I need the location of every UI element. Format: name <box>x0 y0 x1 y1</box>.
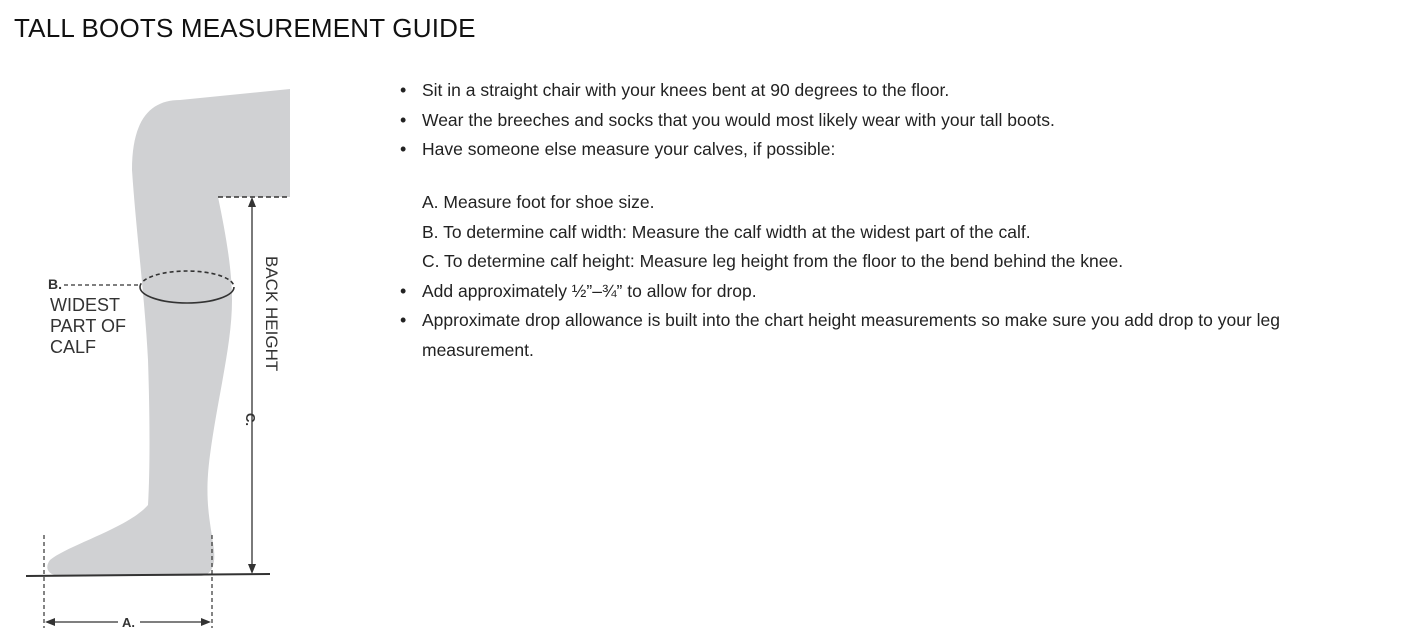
instructions <box>400 76 1390 365</box>
list-spacer <box>400 165 1390 189</box>
label-c: C. <box>243 413 258 426</box>
calf-label-line-1: WIDEST <box>50 295 120 315</box>
instruction-item: • Have someone else measure your calves, if possible: <box>400 135 1390 165</box>
step-item: C. To determine calf height: Measure leg height from the floor to the bend behind the knee. <box>422 251 1124 271</box>
back-height-label: BACK HEIGHT <box>262 256 281 372</box>
step-item: A. Measure foot for shoe size. <box>422 192 655 212</box>
label-a: A. <box>122 615 135 630</box>
instruction-item: • Add approximately ½”–¾” to allow for drop. <box>400 277 1390 307</box>
instruction-item: • Approximate drop allowance is built into the chart height measurements so make sure you add drop to your leg measurement. <box>400 306 1390 365</box>
calf-label-line-2: PART OF <box>50 316 127 336</box>
instruction-list <box>400 76 1390 365</box>
step-item: B. To determine calf width: Measure the calf width at the widest part of the calf. <box>422 221 1031 242</box>
instruction-item: • Sit in a straight chair with your knees bent at 90 degrees to the floor. <box>400 76 1390 106</box>
calf-label-line-3: CALF <box>50 337 97 357</box>
leg-measurement-diagram <box>0 60 320 637</box>
arrow-up-icon <box>248 197 256 207</box>
arrow-right-icon <box>201 618 211 626</box>
arrow-down-icon <box>248 564 256 574</box>
page-title: TALL BOOTS MEASUREMENT GUIDE <box>14 13 476 43</box>
label-b: B. <box>48 276 62 292</box>
instruction-item: • Wear the breeches and socks that you would most likely wear with your tall boots. <box>400 106 1390 136</box>
arrow-left-icon <box>45 618 55 626</box>
